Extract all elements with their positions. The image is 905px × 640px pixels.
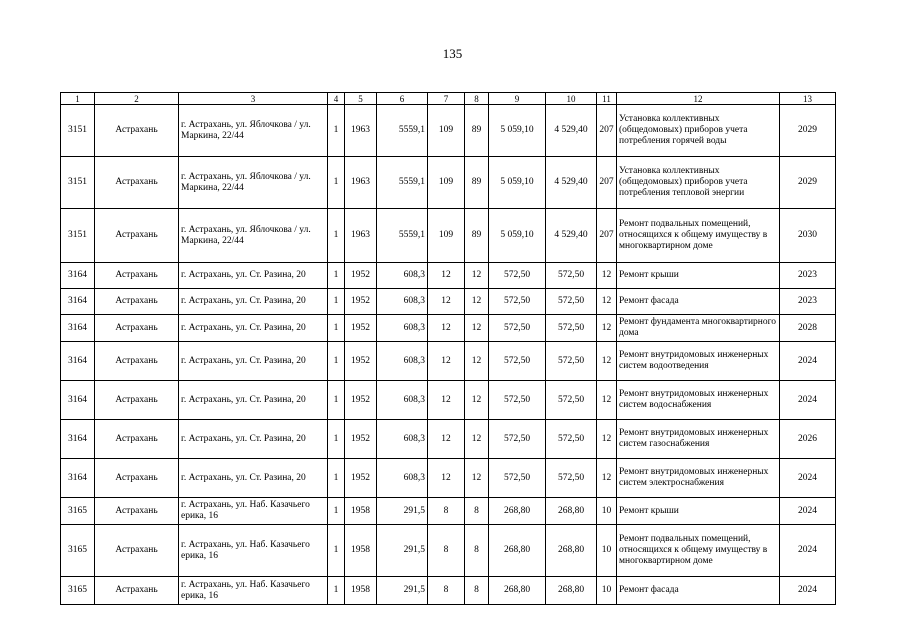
area-value-b-cell: 4 529,40	[546, 209, 597, 263]
planned-year-cell: 2029	[780, 157, 836, 209]
column-header: 1	[61, 93, 95, 105]
apartments-cell: 12	[428, 420, 465, 459]
city-cell: Астрахань	[95, 157, 179, 209]
area-value-a-cell: 572,50	[489, 289, 546, 315]
city-cell: Астрахань	[95, 209, 179, 263]
address-cell: г. Астрахань, ул. Наб. Казачьего ерика, 16	[179, 577, 328, 605]
area-value-a-cell: 5 059,10	[489, 105, 546, 157]
city-cell: Астрахань	[95, 263, 179, 289]
residents-count-cell: 89	[465, 157, 489, 209]
residents-count-cell: 8	[465, 498, 489, 525]
area-value-b-cell: 4 529,40	[546, 105, 597, 157]
planned-year-cell: 2023	[780, 263, 836, 289]
total-area-cell: 5559,1	[377, 105, 428, 157]
residents-total-cell: 207	[597, 209, 617, 263]
housing-register-table	[60, 92, 836, 605]
residents-total-cell: 12	[597, 420, 617, 459]
residents-count-cell: 12	[465, 315, 489, 342]
address-cell: г. Астрахань, ул. Ст. Разина, 20	[179, 420, 328, 459]
residents-count-cell: 12	[465, 289, 489, 315]
total-area-cell: 291,5	[377, 525, 428, 577]
planned-year-cell: 2024	[780, 525, 836, 577]
area-value-a-cell: 572,50	[489, 315, 546, 342]
area-value-b-cell: 572,50	[546, 315, 597, 342]
address-cell: г. Астрахань, ул. Наб. Казачьего ерика, 16	[179, 525, 328, 577]
year-built-cell: 1952	[345, 289, 377, 315]
table-row	[61, 105, 836, 157]
work-type-cell: Ремонт внутридомовых инженерных систем водоснабжения	[617, 381, 780, 420]
area-value-b-cell: 572,50	[546, 459, 597, 498]
area-value-a-cell: 572,50	[489, 342, 546, 381]
floors-cell: 1	[328, 525, 345, 577]
residents-total-cell: 10	[597, 525, 617, 577]
column-header: 4	[328, 93, 345, 105]
floors-cell: 1	[328, 381, 345, 420]
year-built-cell: 1952	[345, 315, 377, 342]
area-value-a-cell: 268,80	[489, 498, 546, 525]
house-id-cell: 3165	[61, 577, 95, 605]
city-cell: Астрахань	[95, 289, 179, 315]
floors-cell: 1	[328, 577, 345, 605]
residents-count-cell: 89	[465, 209, 489, 263]
table-row	[61, 577, 836, 605]
area-value-a-cell: 268,80	[489, 525, 546, 577]
area-value-a-cell: 268,80	[489, 577, 546, 605]
work-type-cell: Установка коллективных (общедомовых) приборов учета потребления тепловой энергии	[617, 157, 780, 209]
column-header: 11	[597, 93, 617, 105]
residents-total-cell: 207	[597, 157, 617, 209]
residents-total-cell: 12	[597, 381, 617, 420]
city-cell: Астрахань	[95, 315, 179, 342]
total-area-cell: 5559,1	[377, 209, 428, 263]
address-cell: г. Астрахань, ул. Яблочкова / ул. Маркина, 22/44	[179, 105, 328, 157]
residents-count-cell: 12	[465, 420, 489, 459]
column-header: 10	[546, 93, 597, 105]
city-cell: Астрахань	[95, 420, 179, 459]
residents-count-cell: 12	[465, 381, 489, 420]
house-id-cell: 3165	[61, 498, 95, 525]
city-cell: Астрахань	[95, 525, 179, 577]
table-row	[61, 315, 836, 342]
apartments-cell: 8	[428, 577, 465, 605]
column-header: 5	[345, 93, 377, 105]
house-id-cell: 3151	[61, 157, 95, 209]
year-built-cell: 1952	[345, 263, 377, 289]
table-row	[61, 289, 836, 315]
table-row	[61, 525, 836, 577]
house-id-cell: 3164	[61, 263, 95, 289]
table-row	[61, 498, 836, 525]
planned-year-cell: 2024	[780, 459, 836, 498]
work-type-cell: Ремонт внутридомовых инженерных систем электроснабжения	[617, 459, 780, 498]
area-value-b-cell: 268,80	[546, 525, 597, 577]
floors-cell: 1	[328, 105, 345, 157]
area-value-b-cell: 572,50	[546, 289, 597, 315]
floors-cell: 1	[328, 315, 345, 342]
house-id-cell: 3165	[61, 525, 95, 577]
residents-count-cell: 12	[465, 263, 489, 289]
register-body	[61, 105, 836, 605]
work-type-cell: Ремонт крыши	[617, 498, 780, 525]
floors-cell: 1	[328, 157, 345, 209]
residents-total-cell: 12	[597, 342, 617, 381]
page-number: 135	[442, 46, 463, 61]
work-type-cell: Ремонт подвальных помещений, относящихся к общему имуществу в многоквартирном доме	[617, 525, 780, 577]
year-built-cell: 1952	[345, 342, 377, 381]
address-cell: г. Астрахань, ул. Ст. Разина, 20	[179, 315, 328, 342]
residents-total-cell: 12	[597, 315, 617, 342]
total-area-cell: 608,3	[377, 263, 428, 289]
planned-year-cell: 2024	[780, 381, 836, 420]
table-row	[61, 381, 836, 420]
residents-total-cell: 12	[597, 263, 617, 289]
table-row	[61, 209, 836, 263]
work-type-cell: Ремонт внутридомовых инженерных систем водоотведения	[617, 342, 780, 381]
planned-year-cell: 2030	[780, 209, 836, 263]
house-id-cell: 3164	[61, 459, 95, 498]
year-built-cell: 1958	[345, 577, 377, 605]
area-value-a-cell: 572,50	[489, 381, 546, 420]
work-type-cell: Ремонт фасада	[617, 289, 780, 315]
apartments-cell: 8	[428, 525, 465, 577]
year-built-cell: 1963	[345, 105, 377, 157]
city-cell: Астрахань	[95, 459, 179, 498]
residents-total-cell: 207	[597, 105, 617, 157]
total-area-cell: 608,3	[377, 315, 428, 342]
area-value-a-cell: 5 059,10	[489, 209, 546, 263]
work-type-cell: Ремонт внутридомовых инженерных систем газоснабжения	[617, 420, 780, 459]
area-value-a-cell: 5 059,10	[489, 157, 546, 209]
residents-count-cell: 8	[465, 525, 489, 577]
address-cell: г. Астрахань, ул. Яблочкова / ул. Маркина, 22/44	[179, 157, 328, 209]
apartments-cell: 109	[428, 105, 465, 157]
work-type-cell: Ремонт фундамента многоквартирного дома	[617, 315, 780, 342]
city-cell: Астрахань	[95, 381, 179, 420]
house-id-cell: 3164	[61, 381, 95, 420]
residents-count-cell: 89	[465, 105, 489, 157]
house-id-cell: 3151	[61, 209, 95, 263]
area-value-b-cell: 572,50	[546, 342, 597, 381]
year-built-cell: 1952	[345, 381, 377, 420]
year-built-cell: 1952	[345, 420, 377, 459]
apartments-cell: 109	[428, 157, 465, 209]
area-value-b-cell: 572,50	[546, 420, 597, 459]
apartments-cell: 109	[428, 209, 465, 263]
column-header: 9	[489, 93, 546, 105]
apartments-cell: 12	[428, 381, 465, 420]
total-area-cell: 608,3	[377, 289, 428, 315]
apartments-cell: 8	[428, 498, 465, 525]
apartments-cell: 12	[428, 289, 465, 315]
work-type-cell: Ремонт крыши	[617, 263, 780, 289]
area-value-b-cell: 268,80	[546, 577, 597, 605]
residents-total-cell: 10	[597, 577, 617, 605]
total-area-cell: 5559,1	[377, 157, 428, 209]
planned-year-cell: 2023	[780, 289, 836, 315]
apartments-cell: 12	[428, 263, 465, 289]
area-value-a-cell: 572,50	[489, 420, 546, 459]
house-id-cell: 3164	[61, 420, 95, 459]
floors-cell: 1	[328, 342, 345, 381]
city-cell: Астрахань	[95, 498, 179, 525]
planned-year-cell: 2029	[780, 105, 836, 157]
column-header: 3	[179, 93, 328, 105]
year-built-cell: 1963	[345, 157, 377, 209]
work-type-cell: Ремонт фасада	[617, 577, 780, 605]
total-area-cell: 608,3	[377, 381, 428, 420]
total-area-cell: 608,3	[377, 342, 428, 381]
address-cell: г. Астрахань, ул. Ст. Разина, 20	[179, 263, 328, 289]
house-id-cell: 3151	[61, 105, 95, 157]
column-header: 12	[617, 93, 780, 105]
residents-total-cell: 12	[597, 289, 617, 315]
area-value-a-cell: 572,50	[489, 459, 546, 498]
house-id-cell: 3164	[61, 342, 95, 381]
total-area-cell: 608,3	[377, 420, 428, 459]
residents-count-cell: 8	[465, 577, 489, 605]
area-value-a-cell: 572,50	[489, 263, 546, 289]
column-header: 7	[428, 93, 465, 105]
total-area-cell: 608,3	[377, 459, 428, 498]
residents-count-cell: 12	[465, 342, 489, 381]
year-built-cell: 1958	[345, 525, 377, 577]
area-value-b-cell: 572,50	[546, 263, 597, 289]
area-value-b-cell: 4 529,40	[546, 157, 597, 209]
total-area-cell: 291,5	[377, 577, 428, 605]
address-cell: г. Астрахань, ул. Яблочкова / ул. Маркина, 22/44	[179, 209, 328, 263]
total-area-cell: 291,5	[377, 498, 428, 525]
table-row	[61, 420, 836, 459]
column-header: 8	[465, 93, 489, 105]
column-header: 13	[780, 93, 836, 105]
apartments-cell: 12	[428, 342, 465, 381]
address-cell: г. Астрахань, ул. Ст. Разина, 20	[179, 342, 328, 381]
planned-year-cell: 2028	[780, 315, 836, 342]
address-cell: г. Астрахань, ул. Наб. Казачьего ерика, 16	[179, 498, 328, 525]
address-cell: г. Астрахань, ул. Ст. Разина, 20	[179, 289, 328, 315]
planned-year-cell: 2024	[780, 342, 836, 381]
work-type-cell: Ремонт подвальных помещений, относящихся к общему имуществу в многоквартирном доме	[617, 209, 780, 263]
residents-total-cell: 12	[597, 459, 617, 498]
apartments-cell: 12	[428, 315, 465, 342]
floors-cell: 1	[328, 459, 345, 498]
year-built-cell: 1958	[345, 498, 377, 525]
planned-year-cell: 2024	[780, 577, 836, 605]
column-header: 2	[95, 93, 179, 105]
city-cell: Астрахань	[95, 105, 179, 157]
table-row	[61, 157, 836, 209]
city-cell: Астрахань	[95, 577, 179, 605]
city-cell: Астрахань	[95, 342, 179, 381]
table-row	[61, 263, 836, 289]
address-cell: г. Астрахань, ул. Ст. Разина, 20	[179, 459, 328, 498]
table-row	[61, 459, 836, 498]
area-value-b-cell: 268,80	[546, 498, 597, 525]
floors-cell: 1	[328, 263, 345, 289]
floors-cell: 1	[328, 209, 345, 263]
year-built-cell: 1952	[345, 459, 377, 498]
column-number-row	[61, 93, 836, 105]
table-row	[61, 342, 836, 381]
work-type-cell: Установка коллективных (общедомовых) приборов учета потребления горячей воды	[617, 105, 780, 157]
planned-year-cell: 2024	[780, 498, 836, 525]
floors-cell: 1	[328, 498, 345, 525]
residents-total-cell: 10	[597, 498, 617, 525]
year-built-cell: 1963	[345, 209, 377, 263]
address-cell: г. Астрахань, ул. Ст. Разина, 20	[179, 381, 328, 420]
column-header: 6	[377, 93, 428, 105]
floors-cell: 1	[328, 289, 345, 315]
planned-year-cell: 2026	[780, 420, 836, 459]
floors-cell: 1	[328, 420, 345, 459]
residents-count-cell: 12	[465, 459, 489, 498]
area-value-b-cell: 572,50	[546, 381, 597, 420]
house-id-cell: 3164	[61, 289, 95, 315]
house-id-cell: 3164	[61, 315, 95, 342]
apartments-cell: 12	[428, 459, 465, 498]
